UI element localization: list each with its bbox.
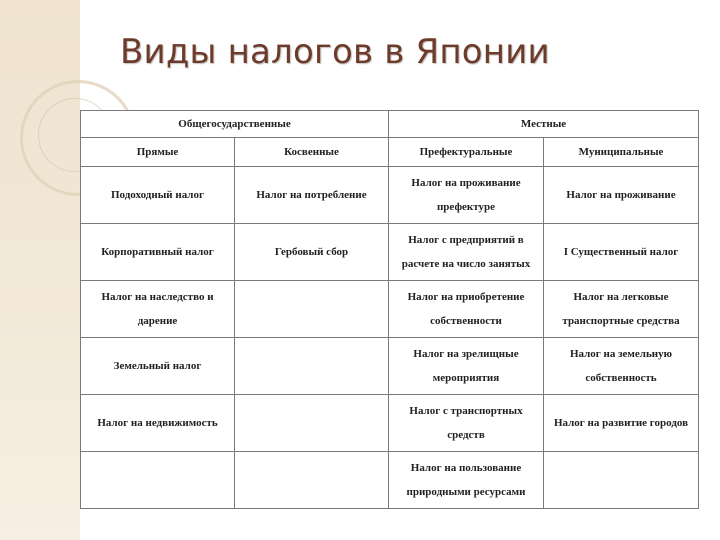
table-cell: Налог на земельную собственность [544, 338, 699, 395]
table-cell: Налог на потребление [235, 167, 389, 224]
group-header-local: Местные [389, 111, 699, 138]
table-cell: Налог с предприятий в расчете на число занятых [389, 224, 544, 281]
table-row [81, 167, 699, 224]
table-cell: I Существенный налог [544, 224, 699, 281]
column-header-municipal: Муниципальные [544, 138, 699, 167]
table-cell [235, 338, 389, 395]
table-cell [81, 452, 235, 509]
table-cell: Налог на зрелищные мероприятия [389, 338, 544, 395]
table-cell: Подоходный налог [81, 167, 235, 224]
table-cell: Налог на проживание [544, 167, 699, 224]
table-cell: Налог на проживание префектуре [389, 167, 544, 224]
table-cell: Корпоративный налог [81, 224, 235, 281]
table-row [81, 338, 699, 395]
table-row [81, 281, 699, 338]
column-header-direct: Прямые [81, 138, 235, 167]
table-cell [544, 452, 699, 509]
table-cell [235, 452, 389, 509]
table-cell: Гербовый сбор [235, 224, 389, 281]
table-cell: Налог на развитие городов [544, 395, 699, 452]
table-cell [235, 395, 389, 452]
table-row [81, 224, 699, 281]
column-header-indirect: Косвенные [235, 138, 389, 167]
table-cell: Налог на легковые транспортные средства [544, 281, 699, 338]
table-cell: Налог на пользование природными ресурсами [389, 452, 544, 509]
table-cell: Налог на недвижимость [81, 395, 235, 452]
table-row [81, 395, 699, 452]
table-group-header-row [81, 111, 699, 138]
table-cell: Земельный налог [81, 338, 235, 395]
table-cell: Налог на приобретение собственности [389, 281, 544, 338]
table-column-header-row [81, 138, 699, 167]
taxes-table [80, 110, 699, 509]
table-cell: Налог на наследство и дарение [81, 281, 235, 338]
group-header-national: Общегосударственные [81, 111, 389, 138]
page-title: Виды налогов в Японии [120, 32, 550, 72]
table-cell [235, 281, 389, 338]
column-header-prefectural: Префектуральные [389, 138, 544, 167]
table-cell: Налог с транспортных средств [389, 395, 544, 452]
table-row [81, 452, 699, 509]
